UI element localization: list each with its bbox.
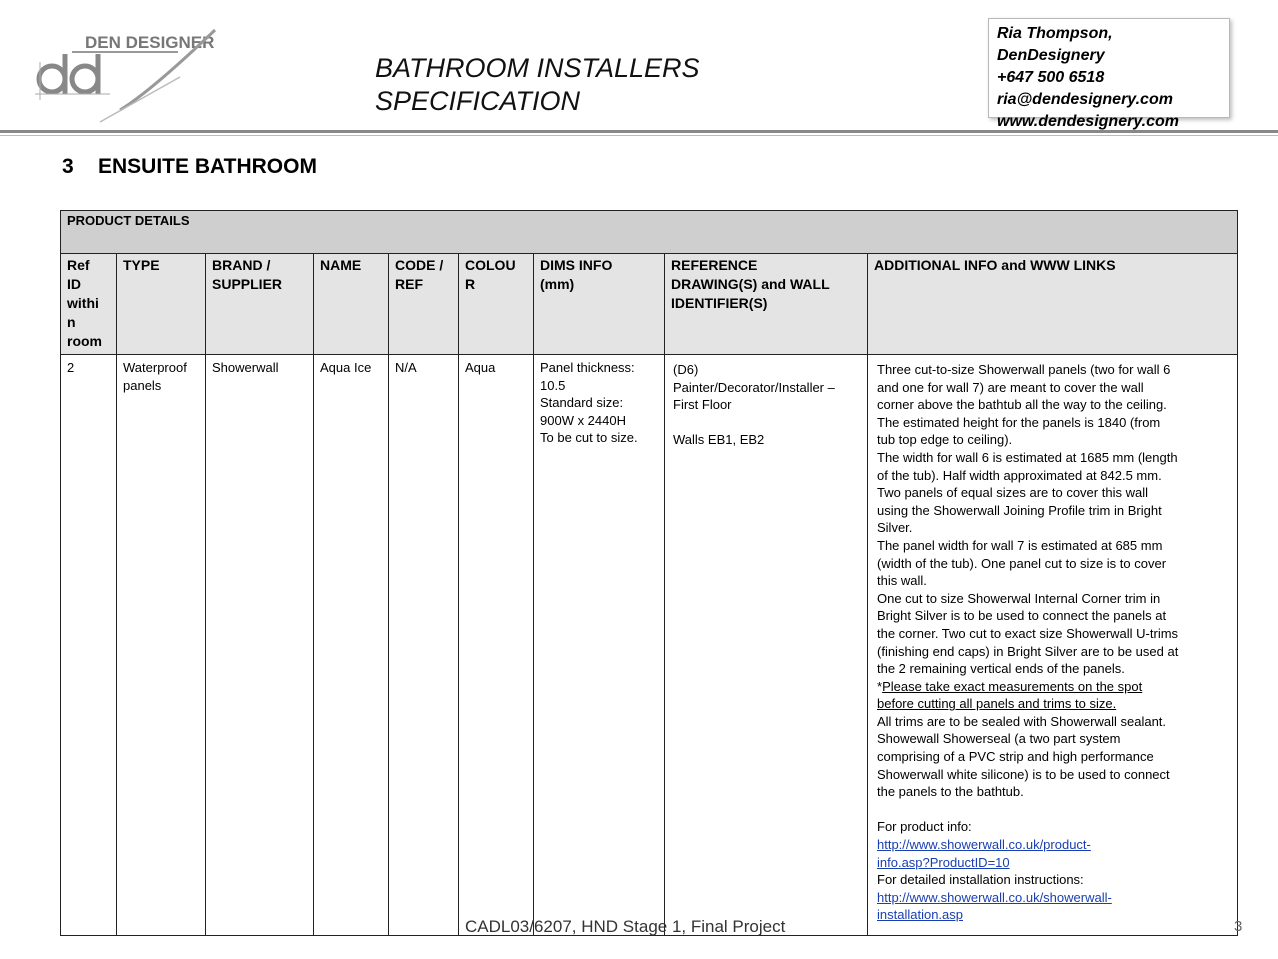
- install-label: For detailed installation instructions:: [877, 872, 1084, 888]
- company-logo: [30, 22, 230, 132]
- contact-name: Ria Thompson,: [997, 25, 1113, 42]
- header-divider: [0, 130, 1278, 133]
- contact-company: DenDesignery: [997, 47, 1105, 64]
- measurement-note-cont: before cutting all panels and trims to size.: [877, 696, 1117, 712]
- page-number: 3: [1234, 918, 1243, 935]
- contact-box: [988, 18, 1230, 130]
- cell-name: Aqua Ice: [314, 355, 389, 936]
- contact-email: ria@dendesignery.com: [997, 91, 1173, 108]
- table-caption: PRODUCT DETAILS: [61, 211, 1238, 254]
- product-info-link[interactable]: http://www.showerwall.co.uk/product- info.asp?ProductID=10: [877, 837, 1091, 870]
- header-type: TYPE: [117, 254, 206, 355]
- cell-reference: (D6) Painter/Decorator/Installer – First Floor Walls EB1, EB2: [665, 355, 868, 936]
- contact-web: www.dendesignery.com: [997, 113, 1179, 130]
- title-line-2: SPECIFICATION: [375, 86, 581, 116]
- header-dims: DIMS INFO (mm): [534, 254, 665, 355]
- cell-colour: Aqua: [459, 355, 534, 936]
- header-reference: REFERENCE DRAWING(S) and WALL IDENTIFIER(S): [665, 254, 868, 355]
- header-additional: ADDITIONAL INFO and WWW LINKS: [868, 254, 1238, 355]
- header-code: CODE / REF: [389, 254, 459, 355]
- header-brand: BRAND / SUPPLIER: [206, 254, 314, 355]
- section-number: 3: [62, 155, 74, 178]
- title-line-1: BATHROOM INSTALLERS: [375, 53, 700, 83]
- cell-type: Waterproof panels: [117, 355, 206, 936]
- document-title: [375, 52, 700, 118]
- section-title: ENSUITE BATHROOM: [98, 155, 317, 178]
- footer-text: CADL03/6207, HND Stage 1, Final Project: [465, 917, 786, 936]
- logo-text: DEN DESIGNER: [85, 33, 215, 52]
- header-divider-thin: [0, 135, 1278, 136]
- cell-additional-info: Three cut-to-size Showerwall panels (two for wall 6 and one for wall 7) are meant to cover the wall corner above the bathtub all the way to the ceiling. The estimated height for the panels is 1840 (from tub top edge to ceiling). The width for wall 6 is estimated at 1685 mm (length of the tub). Half width approximated at 842.5 mm. Two panels of equal sizes are to cover this wall using the Showerwall Joining Profile trim in Bright Silver. The panel width for wall 7 is estimated at 685 mm (width of the tub). One panel cut to size is to cover this wall. One cut to size Showerwal Internal Corner trim in Bright Silver is to be used to connect the panels at the corner. Two cut to exact size Showerwall U-trims (finishing end caps) in Bright Silver are to be used at the 2 remaining vertical ends of the panels. *Please take exact measurements on the spot before cutting all panels and trims to size. All trims are to be sealed with Showerwall sealant. Showewall Showerseal (a two part system comprising of a PVC strip and high performance Showerwall white silicone) is to be used to connect the panels to the bathtub. For product info: http://www.showerwall.co.uk/product- info.asp?ProductID=10 For detailed installation instructions: http://www.showerwall.co.uk/showerwall- installation.asp: [868, 355, 1238, 936]
- header-name: NAME: [314, 254, 389, 355]
- installation-link[interactable]: http://www.showerwall.co.uk/showerwall- installation.asp: [877, 889, 1112, 923]
- header-colour: COLOU R: [459, 254, 534, 355]
- product-details-table: [60, 210, 1238, 936]
- section-heading: [62, 155, 317, 179]
- measurement-note: *Please take exact measurements on the spot: [877, 678, 1143, 694]
- table-row: [61, 355, 1238, 936]
- logo-graphic: [30, 22, 230, 132]
- contact-phone: +647 500 6518: [997, 69, 1105, 86]
- cell-brand: Showerwall: [206, 355, 314, 936]
- cell-dims: Panel thickness: 10.5 Standard size: 900W x 2440H To be cut to size.: [534, 355, 665, 936]
- header-ref-id: Ref ID withi n room: [61, 254, 117, 355]
- table-header-row: [61, 254, 1238, 355]
- cell-code: N/A: [389, 355, 459, 936]
- cell-ref: 2: [61, 355, 117, 936]
- product-info-label: For product info:: [877, 819, 972, 835]
